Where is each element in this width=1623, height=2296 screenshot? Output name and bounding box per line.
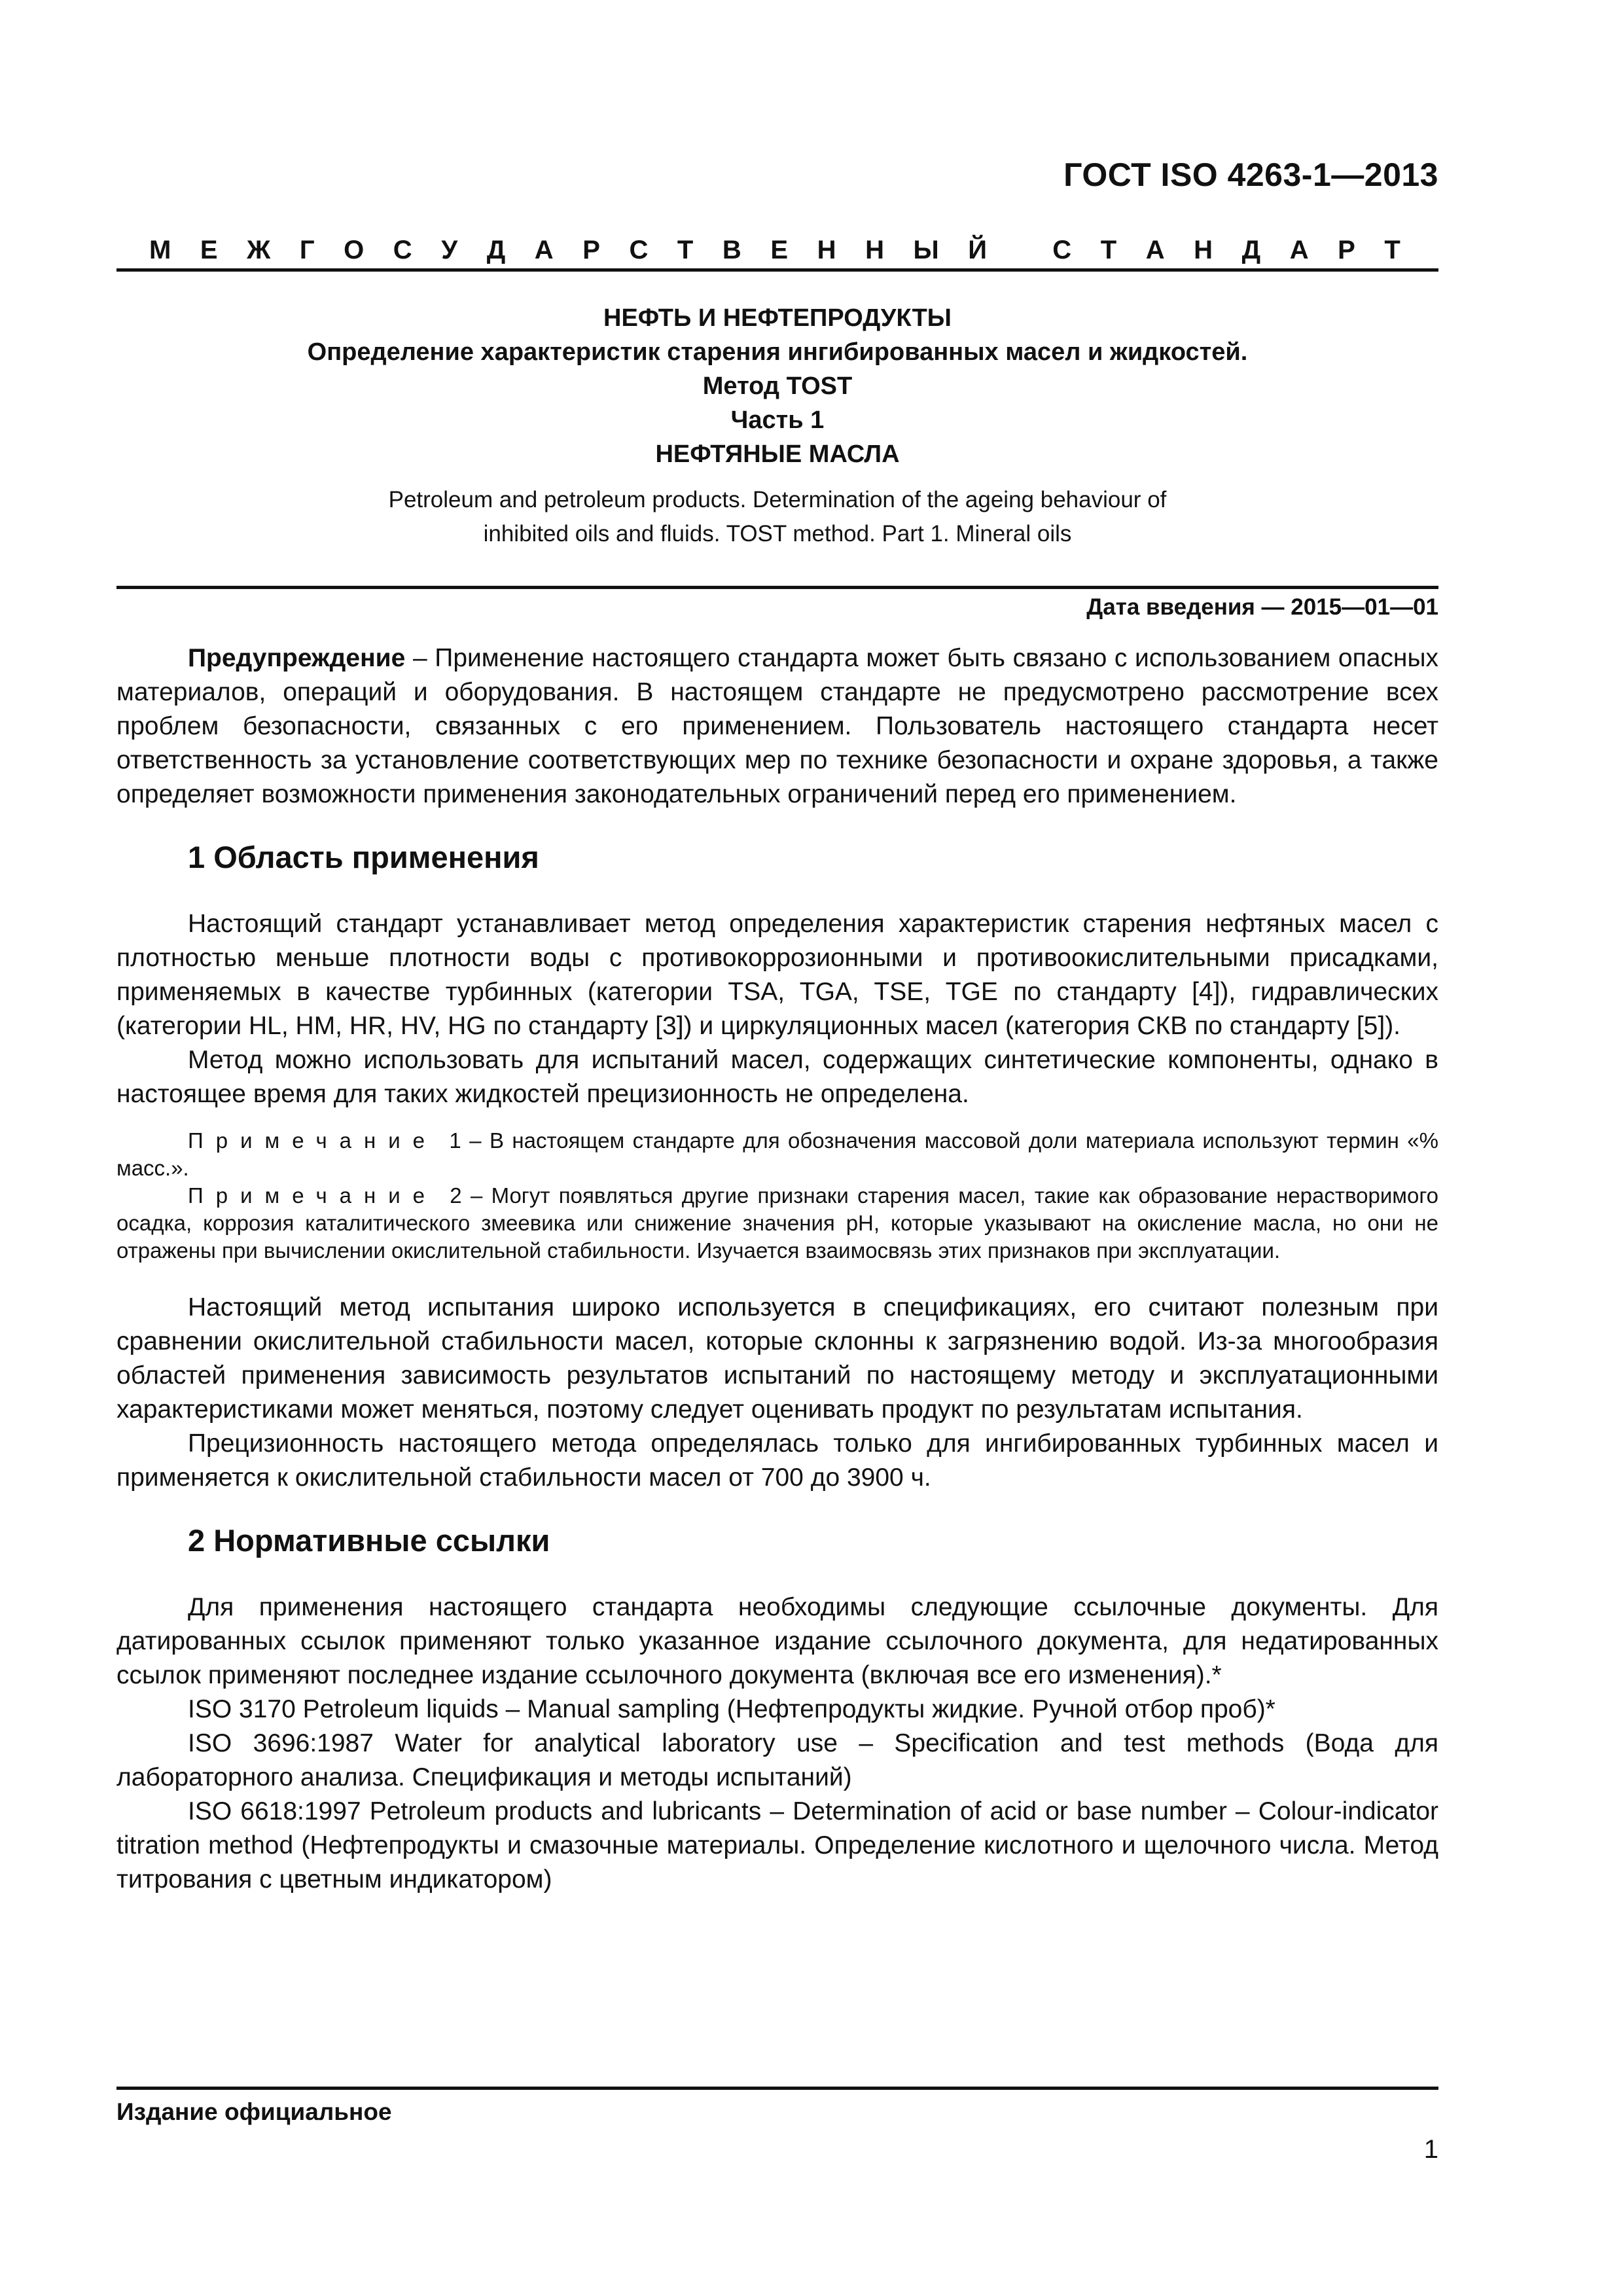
banner-letter: А [1289, 236, 1309, 264]
banner-letter: Р [1338, 236, 1355, 264]
mid-rule [116, 586, 1438, 589]
section-1-heading: 1 Область применения [188, 840, 539, 874]
reference-iso-6618: ISO 6618:1997 Petroleum products and lubricants – Determination of acid or base number – Colour-indicator titration method (Нефтепродукты и смазочные материалы. Определение кислотного и щелочного числа. Метод титрования с цветным индикатором) [116, 1797, 1438, 1893]
page-number: 1 [1423, 2135, 1438, 2164]
banner-letter: А [534, 236, 554, 264]
banner-letter: С [393, 236, 412, 264]
banner-letter: Ж [247, 236, 271, 264]
banner-letter: Р [582, 236, 600, 264]
banner-letter: А [1145, 236, 1165, 264]
title-line-5: НЕФТЯНЫЕ МАСЛА [655, 440, 900, 468]
document-code: ГОСТ ISO 4263-1—2013 [1063, 156, 1438, 193]
banner-letter: Т [677, 236, 694, 264]
reference-iso-3696: ISO 3696:1987 Water for analytical laboratory use – Specification and test methods (Вода для лабораторного анализа. Спецификация и методы испытаний) [116, 1729, 1438, 1791]
english-title [116, 483, 1438, 551]
english-title-line-1: Petroleum and petroleum products. Determination of the ageing behaviour of [388, 487, 1167, 512]
banner-letter: Е [770, 236, 789, 264]
title-line-2: Определение характеристик старения ингибированных масел и жидкостей. [307, 338, 1248, 366]
banner-letter: В [722, 236, 741, 264]
section-2-heading: 2 Нормативные ссылки [188, 1523, 550, 1558]
note-1 [116, 1127, 1438, 1182]
banner-letter: Н [1194, 236, 1213, 264]
interstate-standard-banner [116, 236, 1438, 265]
warning-label: Предупреждение [188, 644, 406, 672]
banner-letter: Д [486, 236, 506, 264]
banner-letter: У [441, 236, 458, 264]
banner-letter: Д [1241, 236, 1261, 264]
document-body [116, 641, 1438, 1897]
warning-paragraph [116, 641, 1438, 812]
banner-letter: С [1052, 236, 1072, 264]
title-line-4: Часть 1 [730, 406, 825, 434]
banner-letter: Е [200, 236, 218, 264]
banner-letter: М [149, 236, 171, 264]
banner-letter: О [344, 236, 365, 264]
banner-letter: Г [299, 236, 315, 264]
introduction-date: Дата введения — 2015—01—01 [1086, 594, 1438, 620]
document-page [116, 0, 1438, 2296]
title-line-3: Метод TOST [702, 372, 853, 400]
english-title-line-2: inhibited oils and fluids. TOST method. Part 1. Mineral oils [483, 521, 1072, 547]
banner-letter: С [629, 236, 649, 264]
banner-letter: Н [817, 236, 836, 264]
banner-letter: Й [968, 236, 988, 264]
top-rule [116, 268, 1438, 272]
note-2 [116, 1182, 1438, 1265]
banner-letter: Т [1384, 236, 1400, 264]
note-2-text: 2 – Могут появляться другие признаки старения масел, такие как образование нерастворимого осадка, коррозия каталитического змеевика или снижение значения pH, которые указывают на окисление масла, но они не отражены при вычислении окислительной стабильности. Изучается взаимосвязь этих признаков при эксплуатации. [116, 1183, 1438, 1263]
section-1-paragraph-4: Прецизионность настоящего метода определялась только для ингибированных турбинных масел и применяется к окислительной стабильности масел от 700 до 3900 ч. [116, 1429, 1438, 1492]
reference-iso-3170: ISO 3170 Petroleum liquids – Manual sampling (Нефтепродукты жидкие. Ручной отбор проб)* [188, 1695, 1275, 1723]
title-line-1: НЕФТЬ И НЕФТЕПРОДУКТЫ [603, 304, 952, 332]
warning-text: – Применение настоящего стандарта может быть связано с использованием опасных материалов, операций и оборудования. В настоящем стандарте не предусмотрено рассмотрение всех проблем безопасности, связанных с его применением. Пользователь настоящего стандарта несет ответственность за установление соответствующих мер по технике безопасности и охране здоровья, а также определяет возможности применения законодательных ограничений перед его применением. [116, 644, 1438, 808]
banner-letter: Т [1100, 236, 1117, 264]
note-2-label: Примечание [188, 1183, 438, 1208]
banner-letter [1016, 236, 1024, 265]
section-1-paragraph-2: Метод можно использовать для испытаний масел, содержащих синтетические компоненты, однако в настоящее время для таких жидкостей прецизионность не определена. [116, 1046, 1438, 1108]
title-block [116, 301, 1438, 471]
section-2-paragraph-1: Для применения настоящего стандарта необходимы следующие ссылочные документы. Для датированных ссылок применяют только указанное издание ссылочного документа, для недатированных ссылок применяют последнее издание ссылочного документа (включая все его изменения).* [116, 1593, 1438, 1689]
note-1-label: Примечание [188, 1128, 438, 1153]
bottom-rule [116, 2087, 1438, 2090]
section-1-paragraph-1: Настоящий стандарт устанавливает метод определения характеристик старения нефтяных масел с плотностью меньше плотности воды с противокоррозионными и противоокислительными присадками, применяемых в качестве турбинных (категории TSA, TGA, TSE, TGE по стандарту [4]), гидравлических (категории HL, HM, HR, HV, HG по стандарту [3]) и циркуляционных масел (категория СКВ по стандарту [5]). [116, 910, 1438, 1040]
banner-letter: Ы [913, 236, 939, 264]
official-edition-label: Издание официальное [116, 2098, 392, 2125]
banner-letter: Н [865, 236, 884, 264]
section-1-paragraph-3: Настоящий метод испытания широко используется в спецификациях, его считают полезным при сравнении окислительной стабильности масел, которые склонны к загрязнению водой. Из-за многообразия областей применения зависимость результатов испытаний по настоящему методу и эксплуатационными характеристиками может меняться, поэтому следует оценивать продукт по результатам испытания. [116, 1293, 1438, 1424]
note-1-text: 1 – В настоящем стандарте для обозначения массовой доли материала используют термин «% масс.». [116, 1128, 1438, 1180]
